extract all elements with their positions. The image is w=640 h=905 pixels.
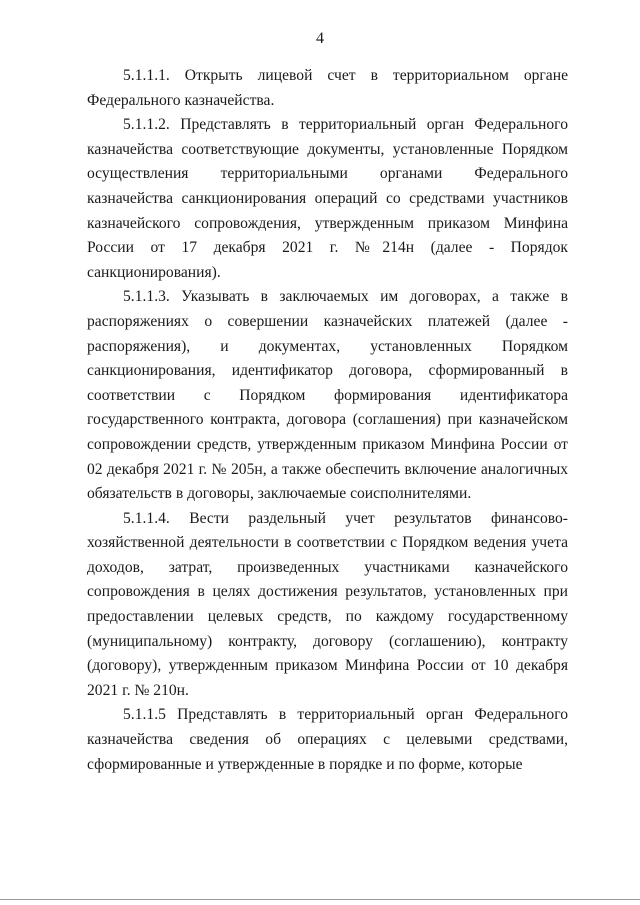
page-number: 4 [316, 30, 324, 47]
paragraph-5-1-1-2: 5.1.1.2. Представлять в территориальный орган Федерального казначейства соответствующие документы, установленные Порядком осуществления территориальными органами Федерального казначейства санкционирования операций со средствами участников казначейского сопровождения, утвержденным приказом Минфина России от 17 декабря 2021 г. №214н (далее - Порядок санкционирования). [87, 116, 568, 281]
paragraph-5-1-1-4: 5.1.1.4. Вести раздельный учет результатов финансово-хозяйственной деятельности в соответствии с Порядком ведения учета доходов, затрат, произведенных участниками казначейского сопровождения в целях достижения результатов, установленных при предоставлении целевых средств, по каждому государственному (муниципальному) контракту, договору (соглашению), контракту (договору), утвержденным приказом Минфина России от 10 декабря 2021 г. № 210н. [87, 509, 568, 699]
paragraph-5-1-1-3: 5.1.1.3. Указывать в заключаемых им договорах, а также в распоряжениях о совершении казначейских платежей (далее - распоряжения), и документах, установленных Порядком санкционирования, идентификатор договора, сформированный в соответствии с Порядком формирования идентификатора государственного контракта, договора (соглашения) при казначейском сопровождении средств, утвержденным приказом Минфина России от 02 декабря 2021 г. № 205н, а также обеспечить включение аналогичных обязательств в договоры, заключаемые соисполнителями. [87, 288, 568, 503]
paragraph-5-1-1-1: 5.1.1.1. Открыть лицевой счет в территориальном органе Федерального казначейства. [87, 67, 568, 109]
page-edge-divider [0, 899, 640, 900]
document-body [87, 64, 568, 777]
paragraph-5-1-1-5: 5.1.1.5 Представлять в территориальный орган Федерального казначейства сведения об операциях с целевыми средствами, сформированные и утвержденные в порядке и по форме, которые [87, 706, 568, 773]
